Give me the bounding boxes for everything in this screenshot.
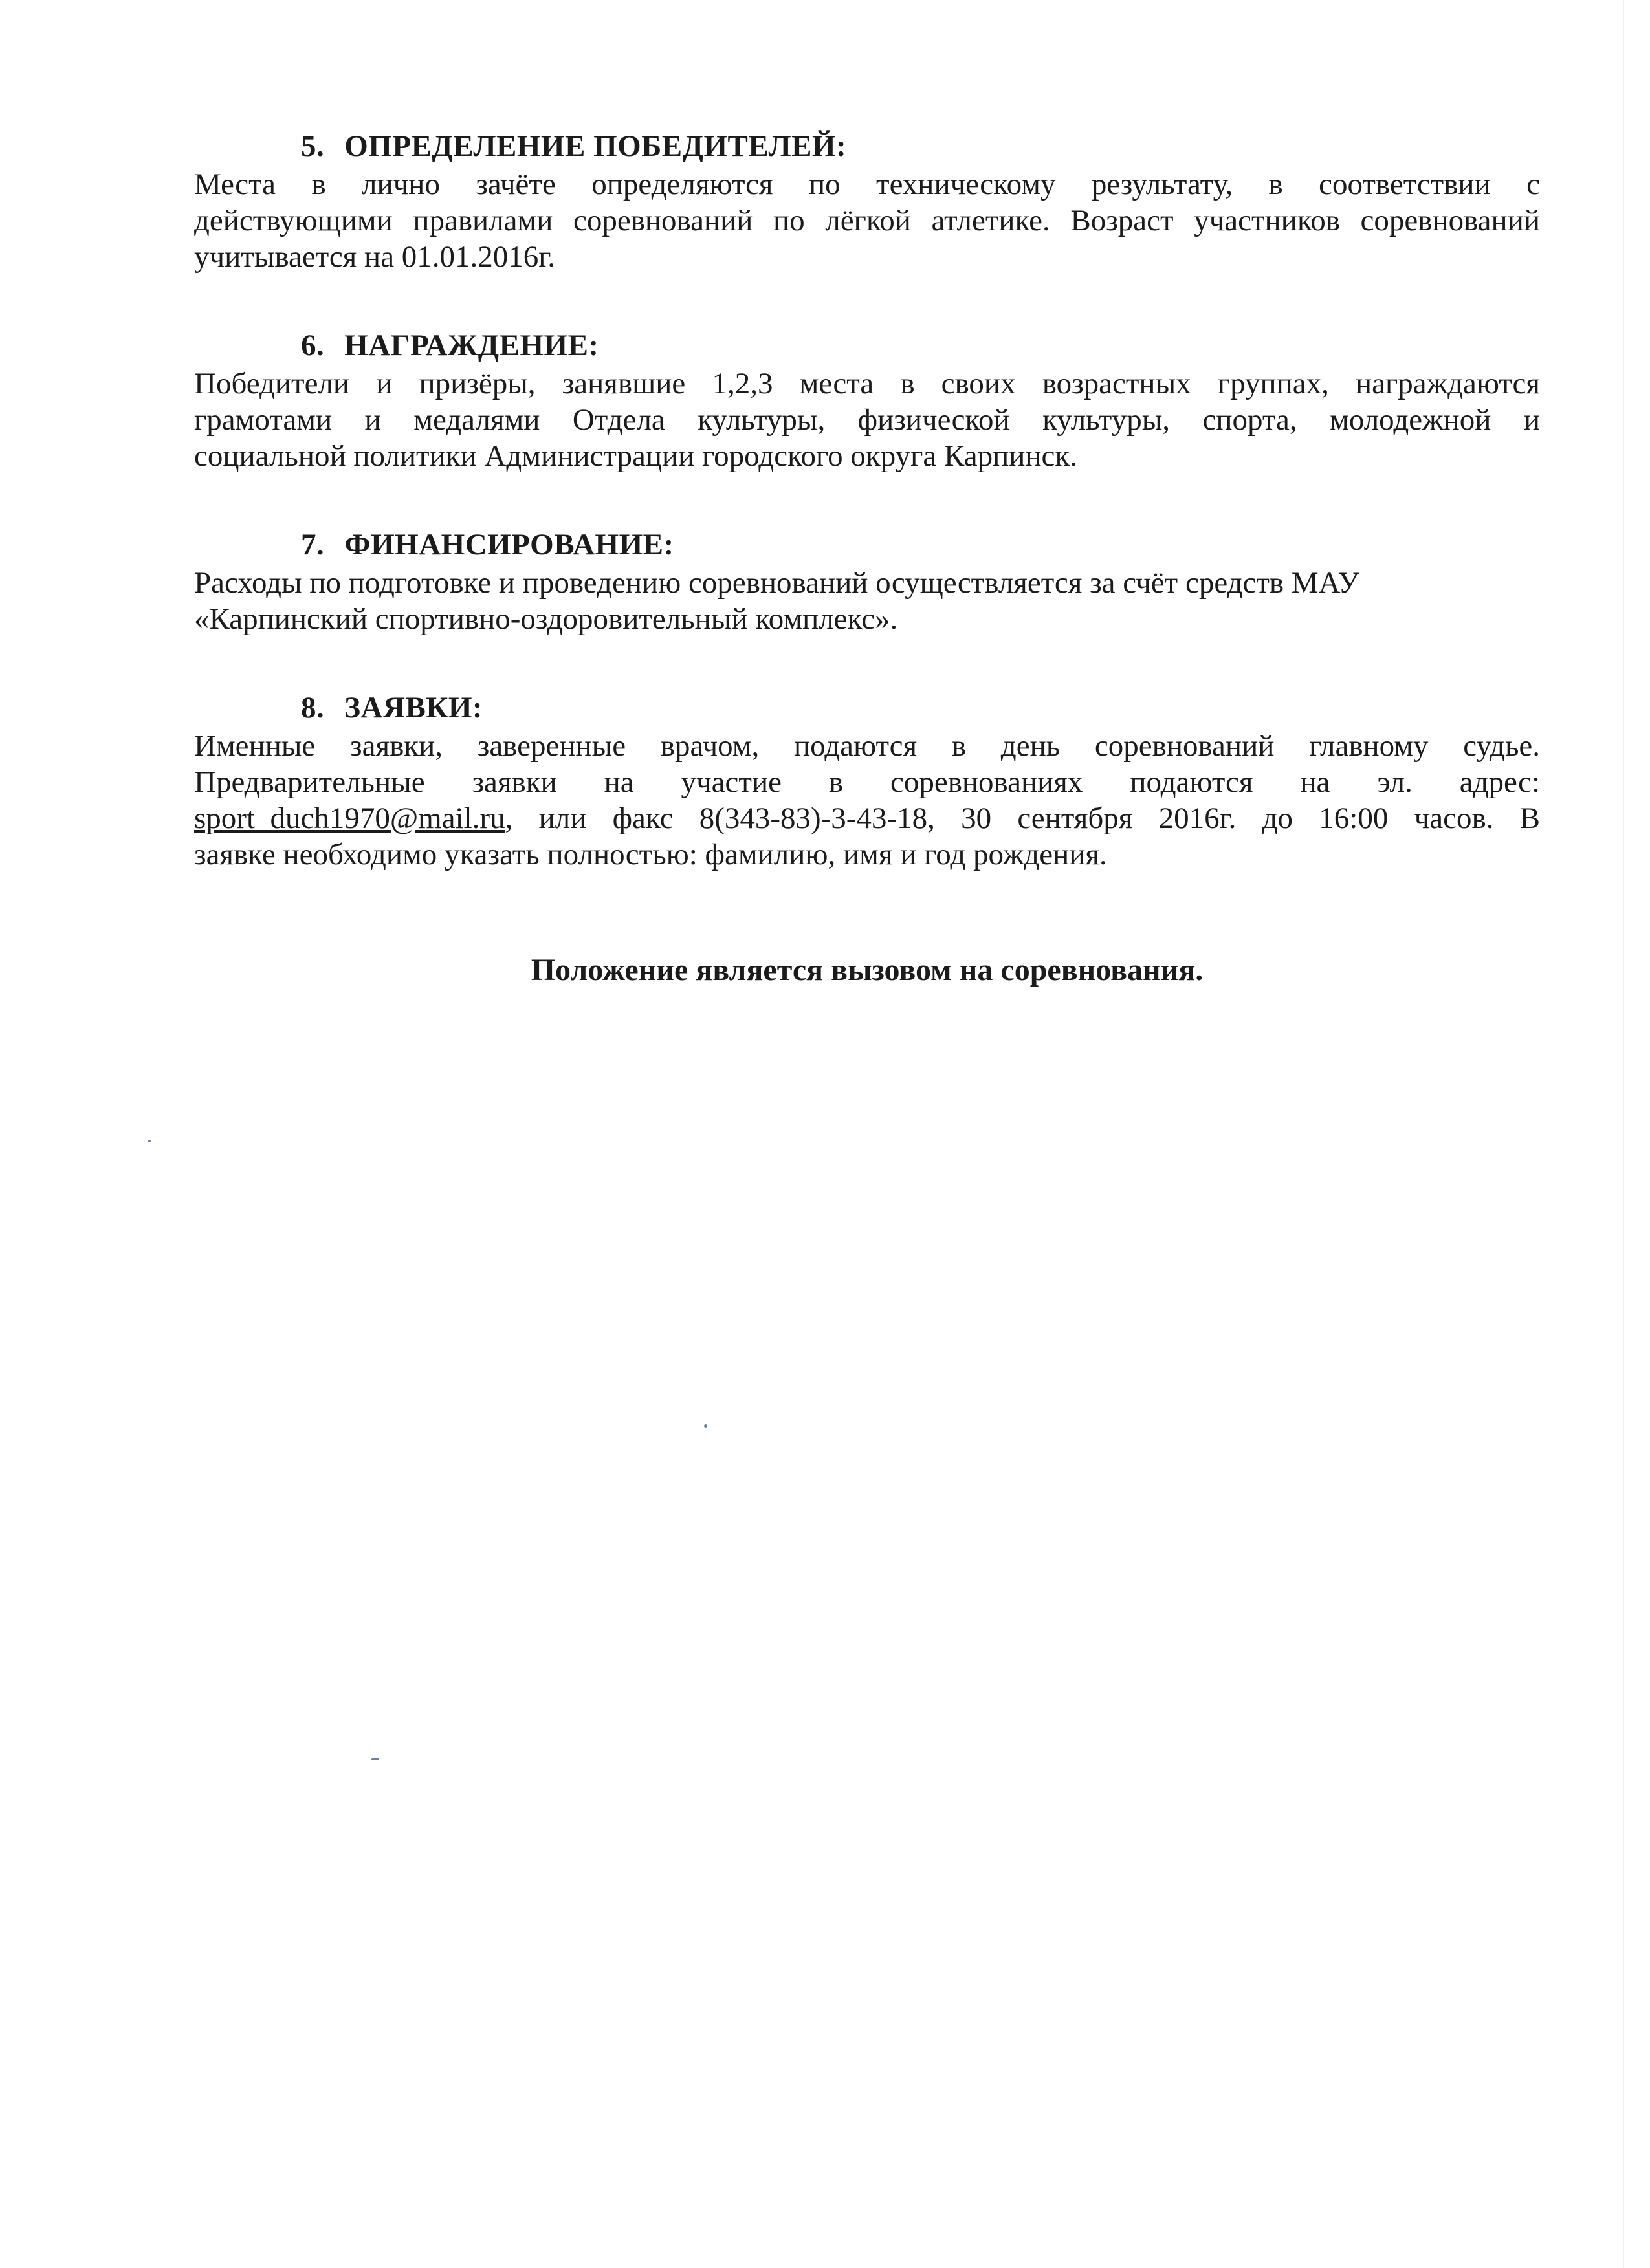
body-line: Места в лично зачёте определяются по техническому результату, в соответствии с	[194, 168, 1540, 201]
scan-edge	[1623, 0, 1624, 2268]
section-body	[194, 166, 1540, 275]
contact-details: , или факс 8(343-83)-3-43-18, 30 сентября 2016г. до 16:00 часов. В	[505, 801, 1540, 835]
body-line: грамотами и медалями Отдела культуры, физической культуры, спорта, молодежной и	[194, 403, 1540, 437]
section-heading	[194, 126, 1540, 166]
body-line: социальной политики Администрации городского округа Карпинск.	[194, 439, 1077, 473]
email-link[interactable]: sport_duch1970@mail.ru	[194, 801, 505, 835]
section-number: 5.	[301, 129, 325, 163]
section-title: ЗАЯВКИ:	[344, 691, 483, 725]
scan-speck	[371, 1758, 379, 1760]
section-number: 7.	[301, 528, 325, 562]
section-applications	[194, 688, 1540, 873]
section-number: 6.	[301, 329, 325, 362]
body-line: учитывается на 01.01.2016г.	[194, 240, 556, 274]
closing-note: Положение является вызовом на соревнования.	[531, 953, 1204, 987]
body-line: действующими правилами соревнований по лёгкой атлетике. Возраст участников соревнований	[194, 204, 1540, 237]
section-title: НАГРАЖДЕНИЕ:	[344, 329, 599, 362]
section-number: 8.	[301, 691, 325, 725]
scan-speck	[704, 1424, 707, 1428]
section-heading	[194, 525, 1540, 565]
section-awards	[194, 325, 1540, 474]
body-line: «Карпинский спортивно-оздоровительный комплекс».	[194, 602, 898, 636]
section-body	[194, 565, 1540, 637]
section-heading	[194, 688, 1540, 728]
body-line: Расходы по подготовке и проведению соревнований осуществляется за счёт средств МАУ	[194, 566, 1359, 600]
body-line-contact	[194, 800, 1540, 836]
section-winners	[194, 126, 1540, 275]
body-line: Именные заявки, заверенные врачом, подаются в день соревнований главному судье.	[194, 729, 1540, 763]
section-body	[194, 728, 1540, 873]
scan-speck	[148, 1140, 151, 1142]
section-body	[194, 365, 1540, 474]
body-line: Предварительные заявки на участие в соревнованиях подаются на эл. адрес:	[194, 765, 1540, 799]
document-content	[194, 126, 1540, 923]
section-heading	[194, 325, 1540, 365]
section-title: ФИНАНСИРОВАНИЕ:	[344, 528, 674, 562]
section-title: ОПРЕДЕЛЕНИЕ ПОБЕДИТЕЛЕЙ:	[344, 129, 847, 163]
section-financing	[194, 525, 1540, 637]
body-line: Победители и призёры, занявшие 1,2,3 места в своих возрастных группах, награждаются	[194, 367, 1540, 400]
body-line: заявке необходимо указать полностью: фамилию, имя и год рождения.	[194, 838, 1107, 871]
